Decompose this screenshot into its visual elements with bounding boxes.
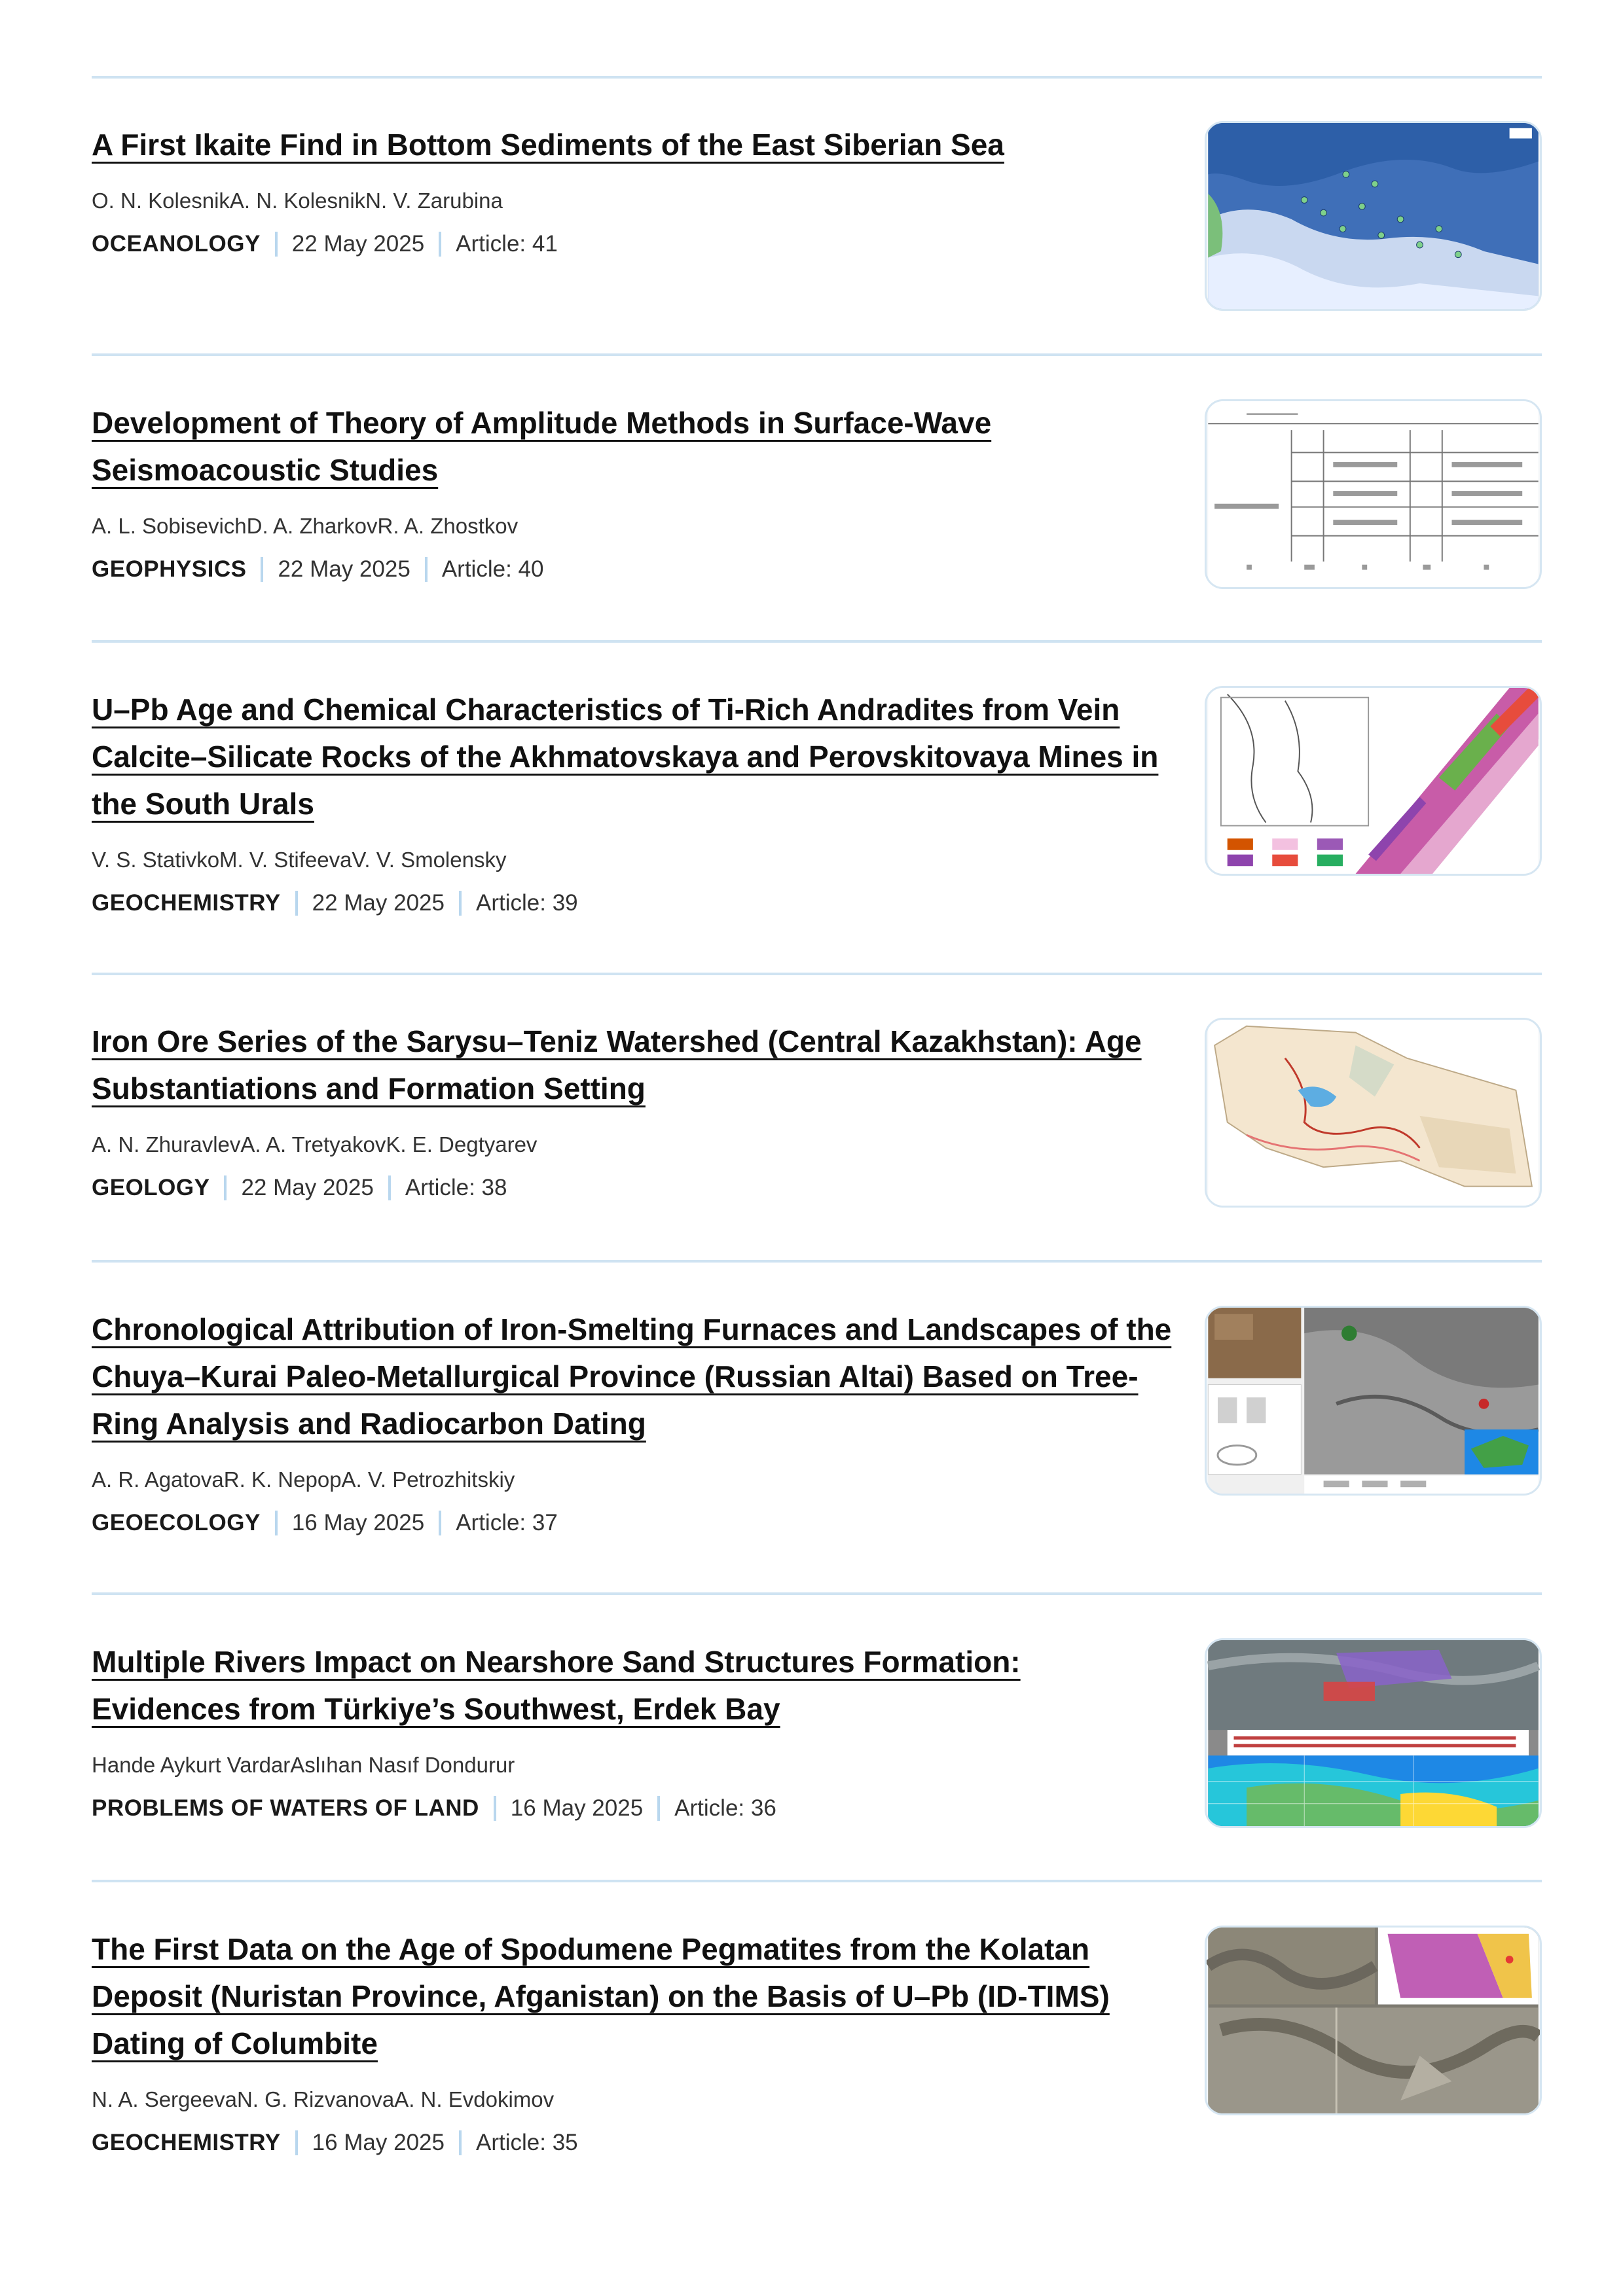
article-number: Article: 36 bbox=[674, 1795, 776, 1821]
ocean-map-thumbnail bbox=[1207, 123, 1540, 309]
article-title-link[interactable]: U–Pb Age and Chemical Characteristics of Ti-Rich Andradites from Vein Calcite–Silicate Rocks of the Akhmatovskaya and Perovskitovaya Mines in the South Urals bbox=[92, 692, 1159, 821]
journal-name[interactable]: OCEANOLOGY bbox=[92, 231, 261, 257]
article-number: Article: 40 bbox=[441, 556, 544, 582]
divider bbox=[92, 1880, 1542, 1882]
article-title-link[interactable]: A First Ikaite Find in Bottom Sediments of the East Siberian Sea bbox=[92, 128, 1004, 162]
divider bbox=[92, 973, 1542, 975]
article-meta bbox=[92, 1794, 1172, 1823]
article-authors: V. S. StativkoM. V. StifeevaV. V. Smolensky bbox=[92, 848, 507, 872]
meta-separator bbox=[388, 1175, 391, 1200]
article-number: Article: 39 bbox=[476, 890, 578, 916]
article-number: Article: 37 bbox=[456, 1510, 558, 1535]
article-meta bbox=[92, 889, 1172, 918]
article-title-link[interactable]: Iron Ore Series of the Sarysu–Teniz Watershed (Central Kazakhstan): Age Substantiations and Formation Setting bbox=[92, 1024, 1142, 1105]
publish-date: 16 May 2025 bbox=[510, 1795, 644, 1821]
article-authors: Hande Aykurt VardarAslıhan Nasıf Dondurur bbox=[92, 1753, 515, 1777]
article-thumbnail[interactable] bbox=[1205, 399, 1542, 589]
journal-name[interactable]: GEOPHYSICS bbox=[92, 556, 247, 582]
meta-separator bbox=[459, 891, 462, 916]
meta-separator bbox=[224, 1175, 227, 1200]
meta-separator bbox=[439, 232, 441, 257]
meta-separator bbox=[261, 557, 263, 582]
divider bbox=[92, 640, 1542, 643]
article-thumbnail[interactable] bbox=[1205, 686, 1542, 876]
satellite-thumbnail bbox=[1207, 1928, 1540, 2113]
publish-date: 16 May 2025 bbox=[312, 2130, 445, 2155]
article-title-link[interactable]: Development of Theory of Amplitude Methods in Surface-Wave Seismoacoustic Studies bbox=[92, 406, 992, 487]
journal-name[interactable]: GEOECOLOGY bbox=[92, 1510, 261, 1535]
article-meta bbox=[92, 1509, 1172, 1537]
meta-separator bbox=[295, 2130, 298, 2155]
region-map-thumbnail bbox=[1207, 1020, 1540, 1206]
meta-separator bbox=[275, 1511, 278, 1535]
meta-separator bbox=[439, 1511, 441, 1535]
article-title-link[interactable]: Multiple Rivers Impact on Nearshore Sand Structures Formation: Evidences from Türkiye’s Southwest, Erdek Bay bbox=[92, 1645, 1021, 1726]
journal-name[interactable]: GEOCHEMISTRY bbox=[92, 890, 281, 916]
meta-separator bbox=[657, 1796, 660, 1821]
meta-separator bbox=[459, 2130, 462, 2155]
publish-date: 22 May 2025 bbox=[291, 231, 425, 257]
article-authors: A. N. ZhuravlevA. A. TretyakovK. E. Degtyarev bbox=[92, 1132, 538, 1157]
article-thumbnail[interactable] bbox=[1205, 1306, 1542, 1496]
article-authors: A. L. SobisevichD. A. ZharkovR. A. Zhostkov bbox=[92, 514, 519, 538]
article-meta bbox=[92, 555, 1172, 584]
divider bbox=[92, 1592, 1542, 1595]
publish-date: 22 May 2025 bbox=[241, 1175, 374, 1200]
article-number: Article: 41 bbox=[456, 231, 558, 257]
meta-separator bbox=[295, 891, 298, 916]
article-thumbnail[interactable] bbox=[1205, 1638, 1542, 1828]
meta-separator bbox=[425, 557, 428, 582]
publish-date: 22 May 2025 bbox=[312, 890, 445, 916]
publish-date: 22 May 2025 bbox=[278, 556, 410, 582]
article-authors: A. R. AgatovaR. K. NepopA. V. Petrozhitskiy bbox=[92, 1467, 515, 1492]
divider bbox=[92, 1260, 1542, 1263]
article-meta bbox=[92, 1174, 1172, 1202]
publish-date: 16 May 2025 bbox=[291, 1510, 425, 1535]
divider bbox=[92, 353, 1542, 356]
article-title-link[interactable]: Chronological Attribution of Iron-Smelting Furnaces and Landscapes of the Chuya–Kurai Paleo-Metallurgical Province (Russian Altai) Based on Tree-Ring Analysis and Radiocarbon Dating bbox=[92, 1312, 1172, 1441]
schema-thumbnail bbox=[1207, 401, 1540, 587]
meta-separator bbox=[275, 232, 278, 257]
journal-name[interactable]: GEOLOGY bbox=[92, 1175, 210, 1200]
article-title-link[interactable]: The First Data on the Age of Spodumene Pegmatites from the Kolatan Deposit (Nuristan Province, Afganistan) on the Basis of U–Pb (ID-TIMS) Dating of Columbite bbox=[92, 1932, 1110, 2060]
journal-name[interactable]: PROBLEMS OF WATERS OF LAND bbox=[92, 1795, 479, 1821]
relief-map-thumbnail bbox=[1207, 1308, 1540, 1494]
article-thumbnail[interactable] bbox=[1205, 1018, 1542, 1208]
divider bbox=[92, 76, 1542, 79]
article-thumbnail[interactable] bbox=[1205, 1926, 1542, 2115]
article-authors: O. N. KolesnikA. N. KolesnikN. V. Zarubina bbox=[92, 188, 503, 213]
article-meta bbox=[92, 2128, 1172, 2157]
geologic-map-thumbnail bbox=[1207, 688, 1540, 874]
article-authors: N. A. SergeevaN. G. RizvanovaA. N. Evdokimov bbox=[92, 2087, 555, 2111]
bathymetry-thumbnail bbox=[1207, 1640, 1540, 1826]
article-meta bbox=[92, 230, 1172, 259]
meta-separator bbox=[494, 1796, 496, 1821]
article-number: Article: 35 bbox=[476, 2130, 578, 2155]
journal-name[interactable]: GEOCHEMISTRY bbox=[92, 2130, 281, 2155]
article-thumbnail[interactable] bbox=[1205, 121, 1542, 311]
article-number: Article: 38 bbox=[405, 1175, 507, 1200]
